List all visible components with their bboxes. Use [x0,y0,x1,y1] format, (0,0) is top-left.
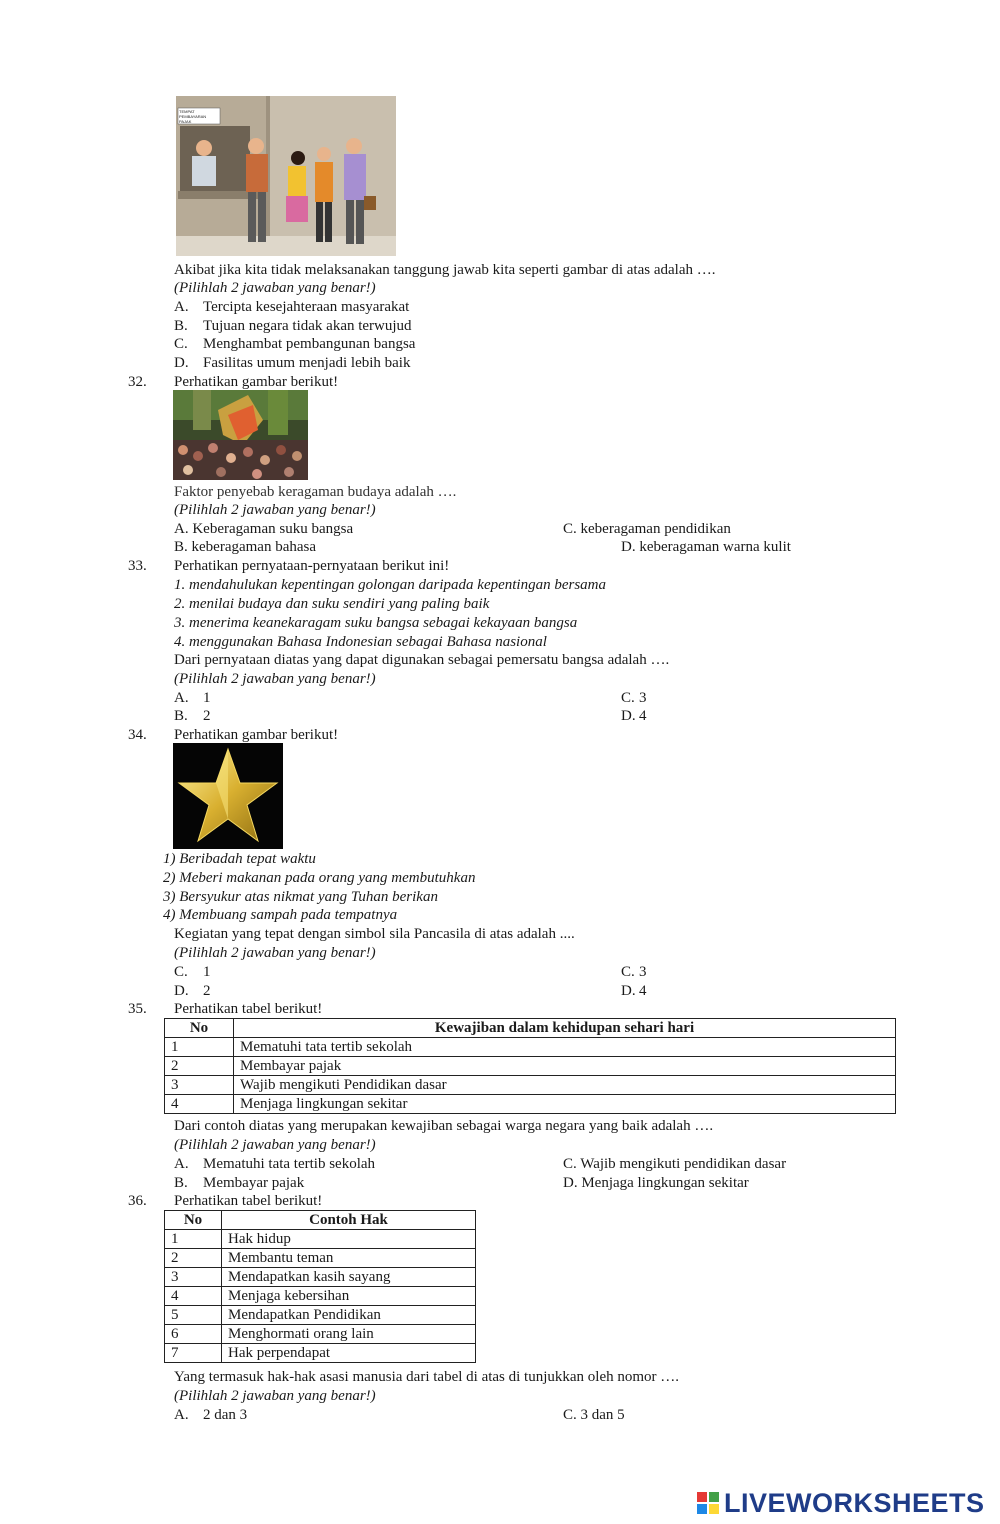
q32-option-a[interactable]: A. Keberagaman suku bangsa [174,521,354,537]
table-cell: Membantu teman [222,1249,476,1268]
q33-number: 33. [128,558,147,574]
option-letter: D. [174,355,189,371]
q33-statement-1: 1. mendahulukan kepentingan golongan daripada kepentingan bersama [174,577,607,593]
q36-instruction: (Pilihlah 2 jawaban yang benar!) [174,1388,376,1404]
option-text: 4 [639,708,647,724]
table-cell: 3 [165,1268,222,1287]
table-row [165,1076,896,1095]
table-cell: 1 [165,1230,222,1249]
option-text: Menghambat pembangunan bangsa [203,336,416,352]
table-cell: Mendapatkan Pendidikan [222,1306,476,1325]
option-letter: C. [621,964,635,980]
option-text: Tujuan negara tidak akan terwujud [203,318,412,334]
rights-table [164,1210,476,1363]
q33-question: Dari pernyataan diatas yang dapat digunakan sebagai pemersatu bangsa adalah …. [174,652,670,668]
table-cell: 4 [165,1095,234,1114]
option-text: 1 [203,690,211,706]
option-letter: A. [174,1407,189,1423]
option-letter: D. [174,983,189,999]
table-row [165,1057,896,1076]
option-text: 2 dan 3 [203,1407,248,1423]
table-header: No [165,1019,234,1038]
option-letter: D. [621,708,636,724]
q34-instruction: (Pilihlah 2 jawaban yang benar!) [174,945,376,961]
q31-question: Akibat jika kita tidak melaksanakan tanggung jawab kita seperti gambar di atas adalah …. [174,262,716,278]
table-cell: Menjaga kebersihan [222,1287,476,1306]
table-cell: Mendapatkan kasih sayang [222,1268,476,1287]
option-letter: A. [174,1156,189,1172]
table-cell: 3 [165,1076,234,1095]
table-cell: Membayar pajak [234,1057,896,1076]
q33-prompt: Perhatikan pernyataan-pernyataan berikut ini! [174,558,450,574]
table-header: Contoh Hak [222,1211,476,1230]
option-text: 1 [203,964,211,980]
q32-number: 32. [128,374,147,390]
gold-star-icon [173,743,283,849]
table-header-row [165,1211,476,1230]
table-cell: Menghormati orang lain [222,1325,476,1344]
q36-number: 36. [128,1193,147,1209]
option-text: Mematuhi tata tertib sekolah [203,1156,376,1172]
q34-statement-1: 1) Beribadah tepat waktu [163,851,316,867]
obligations-table [164,1018,896,1114]
q35-option-d[interactable]: D. Menjaga lingkungan sekitar [563,1175,749,1191]
table-cell: Hak perpendapat [222,1344,476,1363]
option-letter: B. [174,708,188,724]
option-letter: B. [174,318,188,334]
table-cell: 7 [165,1344,222,1363]
liveworksheets-logo-icon [697,1492,719,1514]
option-text: Tercipta kesejahteraan masyarakat [203,299,410,315]
q32-question: Faktor penyebab keragaman budaya adalah …. [174,484,457,500]
q36-prompt: Perhatikan tabel berikut! [174,1193,323,1209]
q35-number: 35. [128,1001,147,1017]
table-header: No [165,1211,222,1230]
q31-instruction: (Pilihlah 2 jawaban yang benar!) [174,280,376,296]
q36-question: Yang termasuk hak-hak asasi manusia dari tabel di atas di tunjukkan oleh nomor …. [174,1369,680,1385]
cultural-festival-photo [173,390,308,480]
option-letter: A. [174,690,189,706]
table-row [165,1230,476,1249]
table-cell: Mematuhi tata tertib sekolah [234,1038,896,1057]
table-row [165,1287,476,1306]
q32-prompt: Perhatikan gambar berikut! [174,374,339,390]
tax-payment-illustration [176,96,396,256]
q35-instruction: (Pilihlah 2 jawaban yang benar!) [174,1137,376,1153]
q35-prompt: Perhatikan tabel berikut! [174,1001,323,1017]
q32-option-c[interactable]: C. keberagaman pendidikan [563,521,731,537]
option-text: 2 [203,708,211,724]
option-text: 3 [639,964,647,980]
table-row [165,1344,476,1363]
table-cell: 1 [165,1038,234,1057]
table-cell: 2 [165,1249,222,1268]
table-cell: 4 [165,1287,222,1306]
option-letter: C. [174,336,188,352]
q34-number: 34. [128,727,147,743]
q34-prompt: Perhatikan gambar berikut! [174,727,339,743]
q34-question: Kegiatan yang tepat dengan simbol sila Pancasila di atas adalah .... [174,926,575,942]
table-header-row [165,1019,896,1038]
table-row [165,1038,896,1057]
option-letter: B. [174,1175,188,1191]
table-row [165,1306,476,1325]
option-text: Fasilitas umum menjadi lebih baik [203,355,411,371]
q36-option-c[interactable]: C. 3 dan 5 [563,1407,625,1423]
q32-instruction: (Pilihlah 2 jawaban yang benar!) [174,502,376,518]
option-text: 3 [639,690,647,706]
q33-statement-3: 3. menerima keanekaragam suku bangsa sebagai kekayaan bangsa [174,615,578,631]
option-text: 2 [203,983,211,999]
table-cell: 6 [165,1325,222,1344]
q33-instruction: (Pilihlah 2 jawaban yang benar!) [174,671,376,687]
table-cell: Wajib mengikuti Pendidikan dasar [234,1076,896,1095]
option-text: Membayar pajak [203,1175,305,1191]
option-letter: D. [621,983,636,999]
q35-question: Dari contoh diatas yang merupakan kewajiban sebagai warga negara yang baik adalah …. [174,1118,714,1134]
table-cell: 5 [165,1306,222,1325]
q34-statement-3: 3) Bersyukur atas nikmat yang Tuhan berikan [163,889,438,905]
table-row [165,1095,896,1114]
table-cell: 2 [165,1057,234,1076]
table-row [165,1268,476,1287]
q32-option-b[interactable]: B. keberagaman bahasa [174,539,317,555]
q35-option-c[interactable]: C. Wajib mengikuti pendidikan dasar [563,1156,787,1172]
q34-statement-4: 4) Membuang sampah pada tempatnya [163,907,398,923]
option-letter: A. [174,299,189,315]
table-cell: Hak hidup [222,1230,476,1249]
table-row [165,1249,476,1268]
tax-sign: TEMPAT PEMBAYARAN PAJAK [179,109,207,124]
option-text: 4 [639,983,647,999]
option-letter: C. [174,964,188,980]
q34-statement-2: 2) Meberi makanan pada orang yang membutuhkan [163,870,476,886]
liveworksheets-logo[interactable]: LIVEWORKSHEETS [724,1488,985,1518]
table-cell: Menjaga lingkungan sekitar [234,1095,896,1114]
table-row [165,1325,476,1344]
q32-option-d[interactable]: D. keberagaman warna kulit [621,539,791,555]
option-letter: C. [621,690,635,706]
table-header: Kewajiban dalam kehidupan sehari hari [234,1019,896,1038]
q33-statement-4: 4. menggunakan Bahasa Indonesian sebagai Bahasa nasional [174,634,547,650]
q33-statement-2: 2. menilai budaya dan suku sendiri yang paling baik [174,596,490,612]
